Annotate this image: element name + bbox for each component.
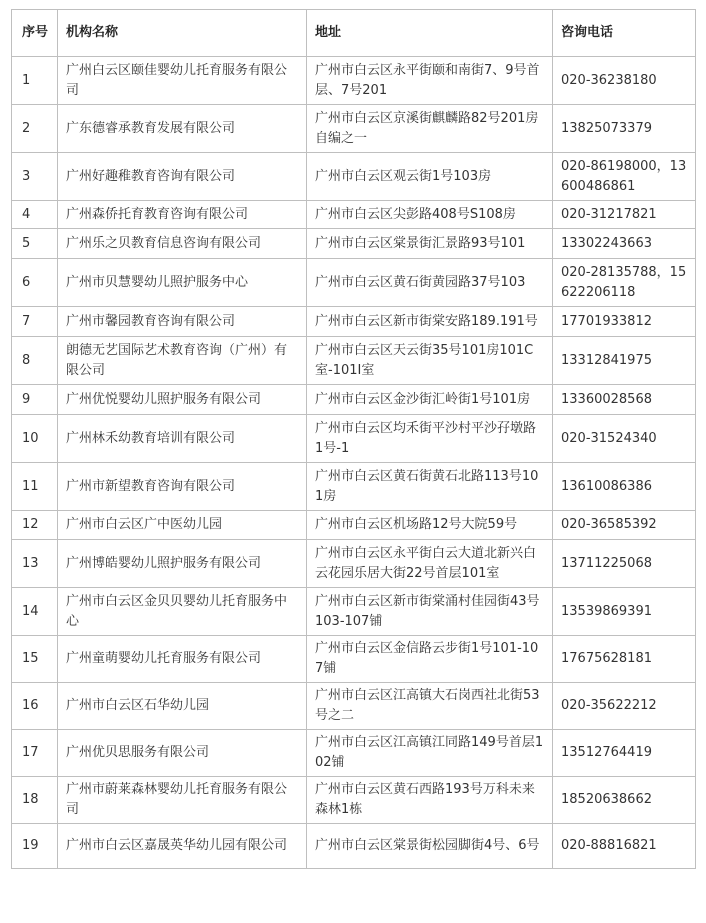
cell-phone: 17701933812	[553, 307, 696, 337]
table-row	[12, 415, 696, 463]
table-row	[12, 683, 696, 730]
table-row	[12, 229, 696, 259]
cell-phone: 13302243663	[553, 229, 696, 259]
cell-phone: 020-86198000，13600486861	[553, 153, 696, 201]
cell-number: 4	[12, 201, 58, 229]
cell-phone: 020-36585392	[553, 511, 696, 540]
cell-phone: 020-35622212	[553, 683, 696, 730]
cell-address: 广州市白云区金信路云步街1号101-107铺	[307, 636, 553, 683]
cell-address: 广州市白云区棠景街汇景路93号101	[307, 229, 553, 259]
cell-phone: 13711225068	[553, 540, 696, 588]
header-number: 序号	[12, 10, 58, 57]
cell-address: 广州市白云区新市街棠涌村佳园街43号103-107铺	[307, 588, 553, 636]
table-row	[12, 463, 696, 511]
cell-name: 广州市蔚莱森林婴幼儿托育服务有限公司	[58, 777, 307, 824]
cell-number: 9	[12, 385, 58, 415]
cell-name: 广州林禾幼教育培训有限公司	[58, 415, 307, 463]
cell-address: 广州市白云区黄石西路193号万科未来森林1栋	[307, 777, 553, 824]
cell-name: 广州优悦婴幼儿照护服务有限公司	[58, 385, 307, 415]
table-row	[12, 730, 696, 777]
cell-number: 16	[12, 683, 58, 730]
cell-name: 朗德无艺国际艺术教育咨询（广州）有限公司	[58, 337, 307, 385]
cell-phone: 13539869391	[553, 588, 696, 636]
cell-number: 3	[12, 153, 58, 201]
cell-name: 广州森侨托育教育咨询有限公司	[58, 201, 307, 229]
cell-name: 广州市白云区金贝贝婴幼儿托育服务中心	[58, 588, 307, 636]
cell-address: 广州市白云区江高镇大石岗西社北街53号之二	[307, 683, 553, 730]
cell-number: 6	[12, 259, 58, 307]
cell-address: 广州市白云区新市街棠安路189.191号	[307, 307, 553, 337]
table-row	[12, 540, 696, 588]
cell-number: 15	[12, 636, 58, 683]
header-address: 地址	[307, 10, 553, 57]
cell-number: 12	[12, 511, 58, 540]
header-name: 机构名称	[58, 10, 307, 57]
cell-number: 5	[12, 229, 58, 259]
table-row	[12, 307, 696, 337]
cell-name: 广州乐之贝教育信息咨询有限公司	[58, 229, 307, 259]
cell-phone: 020-31217821	[553, 201, 696, 229]
table-row	[12, 259, 696, 307]
institution-table	[11, 9, 696, 869]
cell-name: 广州市贝慧婴幼儿照护服务中心	[58, 259, 307, 307]
table-row	[12, 57, 696, 105]
cell-phone: 020-36238180	[553, 57, 696, 105]
cell-address: 广州市白云区黄石街黄石北路113号101房	[307, 463, 553, 511]
cell-number: 18	[12, 777, 58, 824]
cell-number: 14	[12, 588, 58, 636]
cell-address: 广州市白云区永平街白云大道北新兴白云花园乐居大街22号首层101室	[307, 540, 553, 588]
cell-address: 广州市白云区机场路12号大院59号	[307, 511, 553, 540]
cell-address: 广州市白云区尖彭路408号S108房	[307, 201, 553, 229]
cell-name: 广州市白云区广中医幼儿园	[58, 511, 307, 540]
cell-number: 17	[12, 730, 58, 777]
cell-name: 广州市白云区嘉晟英华幼儿园有限公司	[58, 824, 307, 869]
cell-phone: 13360028568	[553, 385, 696, 415]
cell-address: 广州市白云区均禾街平沙村平沙孖墩路1号-1	[307, 415, 553, 463]
cell-address: 广州市白云区黄石街黄园路37号103	[307, 259, 553, 307]
cell-number: 2	[12, 105, 58, 153]
cell-address: 广州市白云区永平街颐和南街7、9号首层、7号201	[307, 57, 553, 105]
table-row	[12, 824, 696, 869]
cell-number: 8	[12, 337, 58, 385]
cell-number: 19	[12, 824, 58, 869]
table-row	[12, 511, 696, 540]
cell-name: 广州博皓婴幼儿照护服务有限公司	[58, 540, 307, 588]
cell-phone: 13610086386	[553, 463, 696, 511]
cell-address: 广州市白云区金沙街汇岭街1号101房	[307, 385, 553, 415]
cell-phone: 13512764419	[553, 730, 696, 777]
cell-number: 1	[12, 57, 58, 105]
cell-number: 10	[12, 415, 58, 463]
cell-phone: 13825073379	[553, 105, 696, 153]
table-row	[12, 153, 696, 201]
cell-phone: 020-28135788，15622206118	[553, 259, 696, 307]
cell-name: 广州市新望教育咨询有限公司	[58, 463, 307, 511]
cell-name: 广州市馨园教育咨询有限公司	[58, 307, 307, 337]
table-row	[12, 588, 696, 636]
cell-address: 广州市白云区棠景街松园脚街4号、6号	[307, 824, 553, 869]
cell-name: 广州白云区颐佳婴幼儿托育服务有限公司	[58, 57, 307, 105]
cell-number: 13	[12, 540, 58, 588]
table-row	[12, 201, 696, 229]
cell-name: 广州好趣稚教育咨询有限公司	[58, 153, 307, 201]
cell-address: 广州市白云区江高镇江同路149号首层102铺	[307, 730, 553, 777]
cell-number: 11	[12, 463, 58, 511]
cell-address: 广州市白云区观云街1号103房	[307, 153, 553, 201]
cell-phone: 17675628181	[553, 636, 696, 683]
table-row	[12, 777, 696, 824]
cell-phone: 13312841975	[553, 337, 696, 385]
cell-name: 广州优贝思服务有限公司	[58, 730, 307, 777]
table-row	[12, 636, 696, 683]
cell-name: 广州童萌婴幼儿托育服务有限公司	[58, 636, 307, 683]
table-row	[12, 337, 696, 385]
cell-name: 广东德睿承教育发展有限公司	[58, 105, 307, 153]
cell-phone: 020-88816821	[553, 824, 696, 869]
header-phone: 咨询电话	[553, 10, 696, 57]
cell-number: 7	[12, 307, 58, 337]
cell-address: 广州市白云区京溪街麒麟路82号201房自编之一	[307, 105, 553, 153]
table-row	[12, 385, 696, 415]
cell-phone: 020-31524340	[553, 415, 696, 463]
table-row	[12, 105, 696, 153]
cell-phone: 18520638662	[553, 777, 696, 824]
cell-name: 广州市白云区石华幼儿园	[58, 683, 307, 730]
cell-address: 广州市白云区天云街35号101房101C室-101I室	[307, 337, 553, 385]
table-wrapper	[11, 9, 696, 869]
table-header-row	[12, 10, 696, 57]
